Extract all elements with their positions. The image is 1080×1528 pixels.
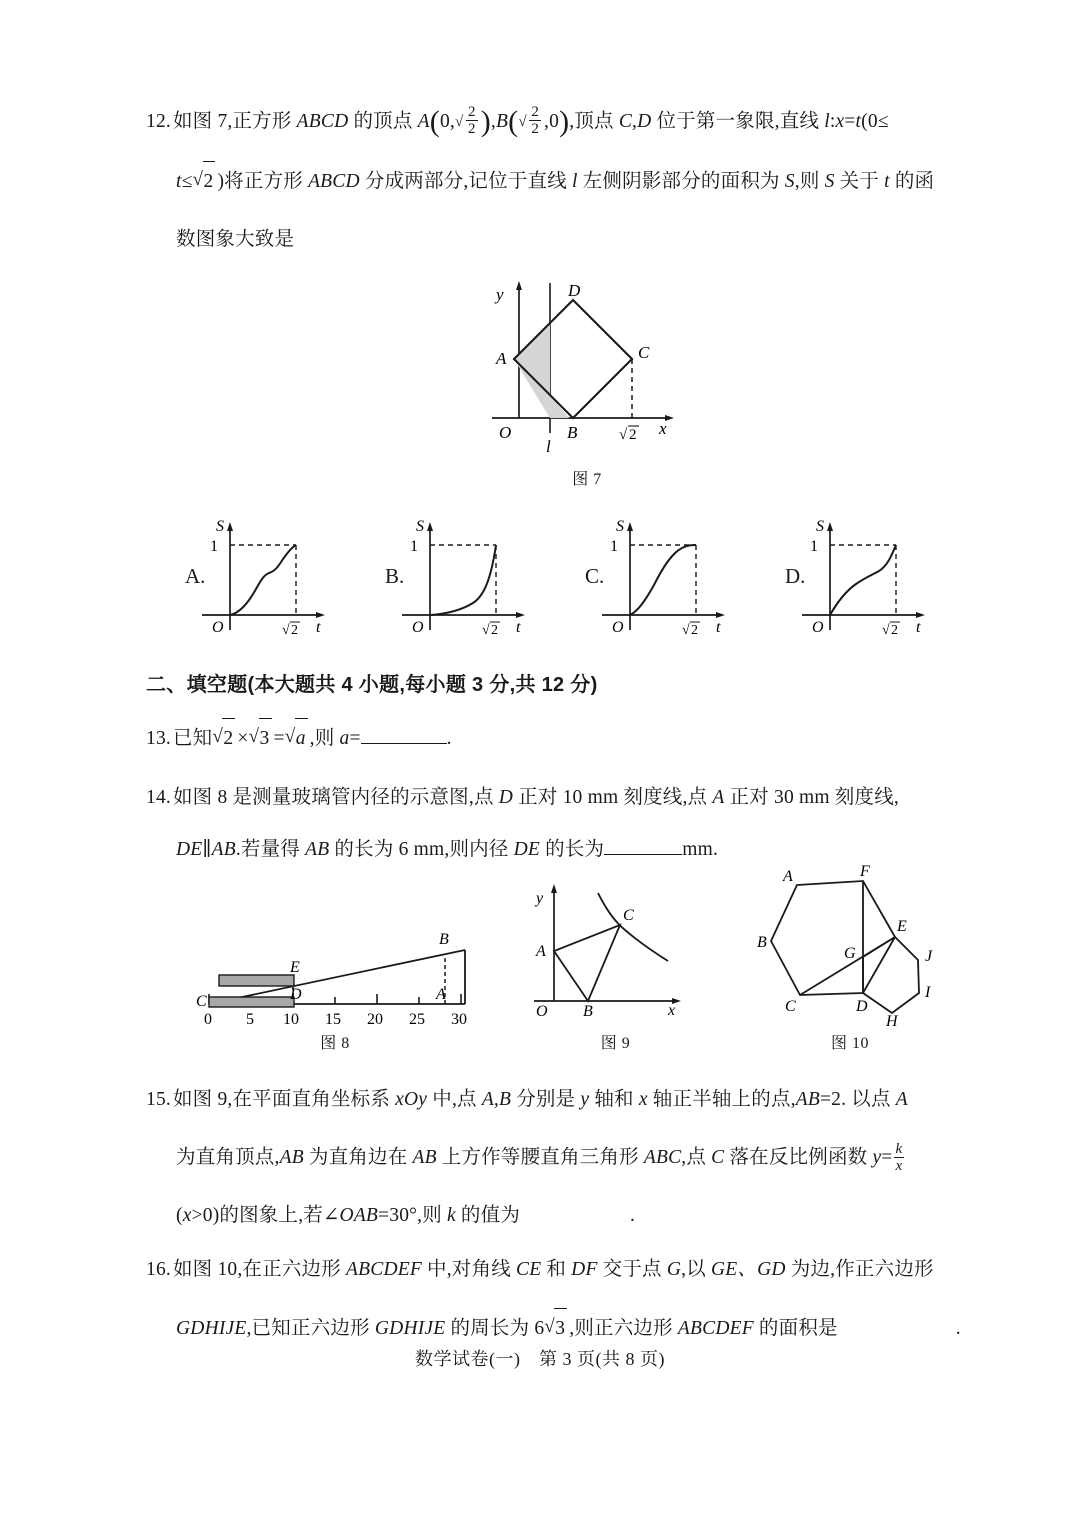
fig9-point-B: B — [583, 1003, 593, 1020]
fig7-point-B: B — [567, 423, 578, 442]
fig9-point-C: C — [623, 907, 634, 924]
option-b-t: t — [516, 619, 521, 636]
question-14-line-2: DE∥AB.若量得 AB 的长为 6 mm,则内径 DE 的长为 mm. — [176, 839, 719, 860]
question-15-line-1: 15. 如图 9,在平面直角坐标系 xOy 中,点 A,B 分别是 y 轴和 x 轴正半轴上的点,AB=2. 以点 A — [146, 1089, 908, 1110]
question-12-line-2: t≤ √ 2 )将正方形 ABCD 分成两部分,记位于直线 l 左侧阴影部分的面积为 S,则 S 关于 t 的函 — [146, 161, 996, 202]
question-15 — [146, 1080, 908, 1236]
fig10-hexagon-abcdef — [771, 881, 895, 995]
fig10-point-F: F — [860, 863, 870, 880]
option-a[interactable] — [185, 512, 345, 637]
fig10-point-C: C — [785, 998, 796, 1015]
option-d-O: O — [812, 619, 824, 636]
fig7-y-label: y — [496, 285, 504, 304]
option-c-one: 1 — [610, 538, 618, 555]
question-13-number: 13. — [146, 728, 171, 749]
fig8-tick-0: 0 — [204, 1011, 212, 1028]
question-15-line-3: (x>0)的图象上,若∠OAB=30°,则 k 的值为 . — [176, 1205, 636, 1226]
fig10-point-D: D — [856, 998, 868, 1015]
fig8-tick-15: 15 — [325, 1011, 341, 1028]
fig10-hexagon-gdhije — [863, 937, 919, 1013]
option-c-O: O — [612, 619, 624, 636]
fig8-tick-25: 25 — [409, 1011, 425, 1028]
figure-7-caption: 图 7 — [572, 471, 602, 488]
figure-8 — [193, 928, 483, 1033]
question-15-line-2: 为直角顶点,AB 为直角边在 AB 上方作等腰直角三角形 ABC,点 C 落在反比例函数 y= $\frac{k}{x}$ — [176, 1140, 903, 1175]
option-a-one: 1 — [210, 538, 218, 555]
figure-10 — [755, 863, 955, 1030]
option-b-curve — [430, 545, 496, 615]
sqrt-icon-2: √ $\frac{2}{2}$ — [518, 102, 544, 142]
question-16-line-2: GDHIJE,已知正六边形 GDHIJE 的周长为 6 √ 3 ,则正六边形 ABCDEF 的面积是 . — [146, 1308, 961, 1349]
fig7-point-A: A — [496, 349, 507, 368]
paren-close: ) — [480, 104, 491, 138]
option-d-one: 1 — [810, 538, 818, 555]
option-d-sqrt2 — [882, 622, 900, 638]
fig7-line-l: l — [546, 437, 551, 456]
paren-open: ( — [429, 104, 440, 138]
fig10-point-H: H — [886, 1013, 898, 1030]
question-14-line-1: 14. 如图 8 是测量玻璃管内径的示意图,点 D 正对 10 mm 刻度线,点 A 正对 30 mm 刻度线, — [146, 787, 899, 808]
svg-text:√: √ — [619, 427, 628, 443]
sqrt-icon-q16: √ 3 — [544, 1308, 569, 1349]
fig8-point-B: B — [439, 931, 449, 948]
question-14-number: 14. — [146, 787, 171, 808]
sqrt-icon-q13-2: √ 3 — [249, 718, 274, 759]
option-d[interactable] — [785, 512, 945, 637]
fig9-origin: O — [536, 1003, 548, 1020]
option-b-S: S — [416, 518, 424, 535]
option-d-S: S — [816, 518, 824, 535]
svg-text:√: √ — [882, 623, 890, 638]
svg-text:√: √ — [282, 623, 290, 638]
option-a-O: O — [212, 619, 224, 636]
question-13: 13. 已知 √ 2 × √ 3 = √ a ,则 a= . — [146, 718, 452, 759]
svg-text:2: 2 — [629, 427, 637, 443]
fig8-point-A: A — [436, 986, 446, 1003]
option-a-t: t — [316, 619, 321, 636]
fig10-point-G: G — [844, 945, 856, 962]
option-b-sqrt2 — [482, 622, 500, 638]
svg-text:2: 2 — [691, 623, 698, 638]
option-c[interactable] — [585, 512, 745, 637]
page-footer: 数学试卷(一) 第 3 页(共 8 页) — [415, 1349, 665, 1369]
svg-text:√: √ — [482, 623, 490, 638]
figure-7 — [487, 278, 687, 456]
sqrt-icon-q13-3: √ a — [285, 718, 310, 759]
option-a-S: S — [216, 518, 224, 535]
sqrt-icon-3: √ 2 — [193, 161, 218, 202]
option-d-t: t — [916, 619, 921, 636]
option-c-sqrt2 — [682, 622, 700, 638]
option-c-label: C. — [585, 564, 605, 588]
sqrt-icon: √ $\frac{2}{2}$ — [455, 102, 481, 142]
figure-10-caption: 图 10 — [830, 1035, 869, 1052]
fig10-point-I: I — [925, 984, 931, 1001]
fig7-sqrt2-tick — [619, 426, 639, 443]
fig10-point-J: J — [925, 948, 933, 965]
option-b-one: 1 — [410, 538, 418, 555]
option-b[interactable] — [385, 512, 545, 637]
fig8-point-D: D — [290, 986, 302, 1003]
question-16-number: 16. — [146, 1259, 171, 1280]
fig8-tick-5: 5 — [246, 1011, 254, 1028]
fig9-y-label: y — [536, 890, 544, 907]
question-12-line-3: 数图象大致是 — [176, 228, 295, 250]
figure-9-caption: 图 9 — [600, 1035, 631, 1052]
question-12-line-1: 12. 如图 7,正方形 ABCD 的顶点 A(0, √ $\frac{2}{2}$ ),B( √ $\frac{2}{2}$ ,0),顶点 C,D 位于第一象限,直线 l:x=t(0≤ — [146, 102, 996, 143]
fig7-point-C: C — [638, 343, 650, 362]
fig10-point-B: B — [757, 934, 767, 951]
fig7-origin: O — [499, 423, 512, 442]
fig10-point-A: A — [783, 868, 793, 885]
svg-text:2: 2 — [491, 623, 498, 638]
paren-open-2: ( — [508, 104, 519, 138]
paren-close-2: ) — [559, 104, 570, 138]
fig7-point-D: D — [568, 281, 581, 300]
option-d-label: D. — [785, 564, 806, 588]
fig7-x-label: x — [659, 419, 667, 438]
fraction-k-over-x: $\frac{k}{x}$ — [895, 1140, 903, 1175]
svg-text:√: √ — [682, 623, 690, 638]
option-a-sqrt2 — [282, 622, 300, 638]
option-b-O: O — [412, 619, 424, 636]
question-12-number: 12. — [146, 111, 171, 132]
option-a-label: A. — [185, 564, 206, 588]
fig9-point-A: A — [536, 943, 546, 960]
fig10-point-E: E — [897, 918, 907, 935]
svg-text:2: 2 — [291, 623, 298, 638]
option-c-curve — [630, 545, 696, 615]
question-12 — [146, 102, 996, 260]
sqrt-icon-q13-1: √ 2 — [212, 718, 237, 759]
svg-text:2: 2 — [891, 623, 898, 638]
answer-blank-14[interactable] — [604, 838, 682, 855]
option-b-label: B. — [385, 564, 405, 588]
figure-9 — [528, 875, 703, 1020]
option-c-S: S — [616, 518, 624, 535]
question-15-number: 15. — [146, 1089, 171, 1110]
option-c-t: t — [716, 619, 721, 636]
option-d-curve — [830, 545, 896, 615]
fig8-tick-20: 20 — [367, 1011, 383, 1028]
answer-blank-13[interactable] — [361, 727, 447, 744]
fig8-point-C: C — [196, 993, 207, 1010]
question-16 — [146, 1250, 961, 1349]
fig8-tick-10: 10 — [283, 1011, 299, 1028]
fig8-point-E: E — [290, 959, 300, 976]
question-14 — [146, 778, 899, 870]
option-a-curve — [230, 545, 296, 615]
section-2-heading: 二、填空题(本大题共 4 小题,每小题 3 分,共 12 分) — [146, 674, 598, 696]
fig8-tick-30: 30 — [451, 1011, 467, 1028]
fig9-x-label: x — [668, 1002, 676, 1019]
figure-8-caption: 图 8 — [320, 1035, 350, 1052]
question-16-line-1: 16. 如图 10,在正六边形 ABCDEF 中,对角线 CE 和 DF 交于点 G,以 GE、GD 为边,作正六边形 — [146, 1259, 934, 1280]
